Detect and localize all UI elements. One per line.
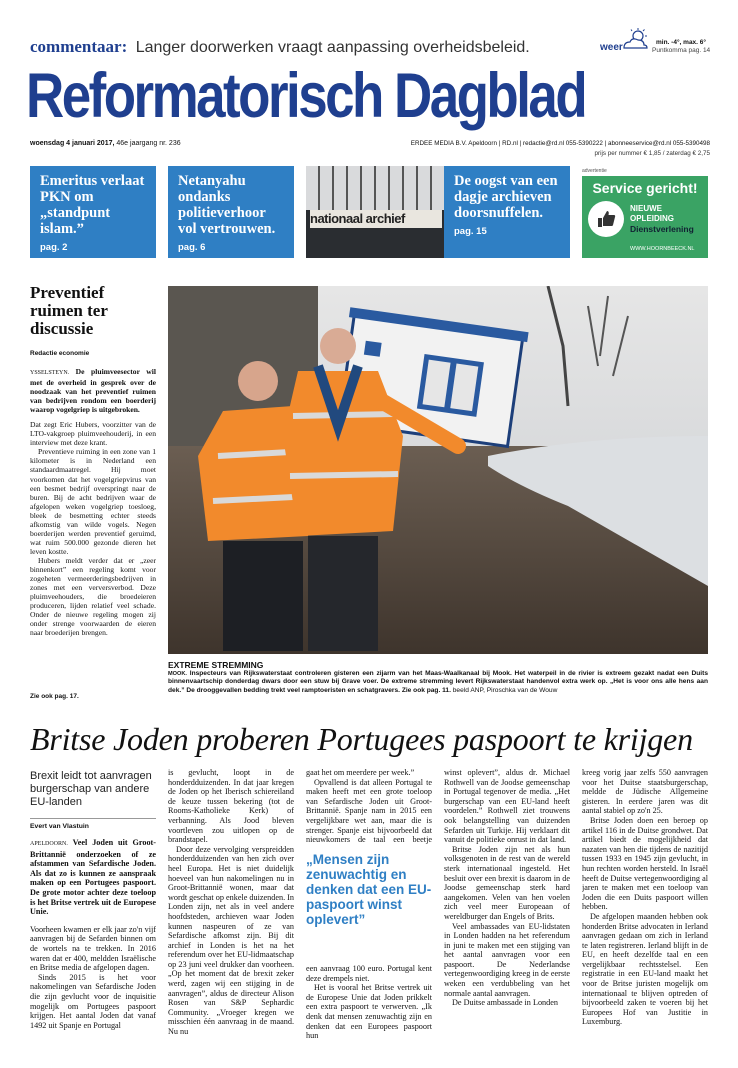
ad-sub2: OPLEIDING: [630, 214, 675, 223]
teaser-netanyahu[interactable]: [168, 166, 294, 258]
teaser-title: Netanyahu ondanks politieverhoor vol vertrouwen.: [178, 173, 276, 237]
weather-temp: min. -4°, max. 6°: [656, 39, 706, 46]
main-subhead: Brexit leidt tot aanvragen burgerschap van andere EU-landen: [30, 770, 152, 808]
weather-label: weer: [600, 42, 623, 53]
pullquote: „Mensen zijn zenuwachtig en denken dat een EU-paspoort winst oplevert”: [306, 852, 432, 927]
weather-box: [600, 28, 710, 58]
edition-text: 46e jaargang nr. 236: [116, 140, 181, 147]
masthead[interactable]: Reformatorisch Dagblad: [26, 61, 586, 131]
main-headline[interactable]: Britse Joden proberen Portugees paspoort te krijgen: [30, 721, 693, 757]
photo-credit: beeld ANP, Piroschka van de Wouw: [452, 686, 558, 694]
main-paragraph: Sinds 2015 is het voor nakomelingen van Sefardische Joden die zijn gevlucht voor de inquisitie mogelijk om Portugees paspoort krijgen. Het aantal Joden dat vanaf 1492 uit Spanje en Portugal: [30, 972, 156, 1030]
teaser-emeritus[interactable]: [30, 166, 156, 258]
teaser-title: De oogst van een dagje archieven doorsnuffelen.: [454, 173, 558, 221]
left-article-byline: Redactie economie: [30, 350, 90, 357]
main-col-4: [444, 768, 570, 1068]
caption-text: Inspecteurs van Rijkswaterstaat controleren gisteren een zijarm van het Maas-Waalkanaal bij Mook. Het waterpeil in de rivier is extreem gezakt nadat een Duits binnenvaartschip donderdag dwars door een stuw bij Grave voer. De extreme stremming levert Rijkswaterstaat handenvol extra werk op. „Het is voor ons alle hens aan dek.” De drooggevallen bedding trekt veel ramptoeristen en schatgravers.: [168, 670, 708, 694]
left-lead: De pluimveesector wil met de overheid in gesprek over de noodzaak van het preventief ruimen van bedrijven rondom een boerderij waarop vogelgriep is uitgebroken.: [30, 367, 156, 415]
ad-label: advertentie: [582, 168, 607, 174]
teaser-page: pag. 6: [178, 242, 206, 253]
teaser-archives[interactable]: [444, 166, 570, 258]
main-paragraph: Britse Joden doen een beroep op artikel 116 in de Duitse grondwet. Dat artikel biedt de mogelijkheid dat nazaten van hen die tijdens de nazitijd tussen 1933 en 1945 zijn gevlucht, in hun rechten worden hersteld. In Israël heeft de Duitse vertegenwoordiging al jaren te maken met een toeloop van Joden die een Duits paspoort willen hebben.: [582, 815, 708, 912]
caption-place: MOOK.: [168, 671, 187, 677]
ad-url: WWW.HOORNBEECK.NL: [630, 246, 695, 252]
caption-title: EXTREME STREMMING: [168, 660, 264, 670]
main-paragraph: Opvallend is dat alleen Portugal te maken heeft met een grote toeloop van Sefardische Joden uit Groot-Brittannië. Spanje nam in 2015 een vergelijkbare wet aan, maar die is strenger. Spanje eist bijvoorbeeld dat nieuwkomers de taal een beetje: [306, 777, 432, 845]
ad-headline: Service gericht!: [592, 180, 698, 196]
main-paragraph: Britse Joden zijn net als hun volksgenoten in de rest van de wereld sterk internationaal ingesteld. Het besluit over een brexit is daarom in de Joodse gemeenschap sterk hard aangekomen. Velen van hen voelen zich veel meer Europeaan of wereldburger dan Engels of Brits.: [444, 844, 570, 921]
archive-sign: nationaal archief: [310, 210, 442, 228]
main-col-3a: [306, 768, 432, 846]
main-paragraph: Het is vooral het Britse vertrek uit de Europese Unie dat Joden prikkelt een extra paspoort te verwerven. „Ik denk dat mensen zenuwachtig zijn en denken dat een Europees paspoort hun: [306, 983, 432, 1041]
main-paragraph: Voorheen kwamen er elk jaar zo'n vijf aanvragen bij de Sefarden binnen om de wortels na te trekken. In 2016 waren dat er 400, meldden Israëlische en Britse media de afgelopen dagen.: [30, 924, 156, 973]
publisher-line: ERDEE MEDIA B.V. Apeldoorn | RD.nl | redactie@rd.nl 055-5390222 | abonneeservice@rd.nl 055-5390498: [410, 140, 710, 147]
caption-see[interactable]: Zie ook pag. 11.: [401, 686, 451, 694]
commentary-label: commentaar:: [30, 37, 128, 56]
teaser-title: Emeritus verlaat PKN om „standpunt islam.”: [40, 173, 145, 237]
main-dateline: APELDOORN.: [30, 841, 68, 847]
ad-sub3: Dienstverlening: [630, 224, 694, 234]
left-paragraph: Hubers meldt verder dat er „zeer binnenkort” een regeling komt voor zogeheten vermeerderingsbedrijven in zones met een verversverbod. Deze pluimveehouders, die broedeieren produceren, lijden relatief veel schade. Onder de nieuwe regeling mogen zij onder strenge voorwaarden de eieren naar broederijen brengen.: [30, 555, 156, 638]
news-photo[interactable]: [168, 286, 708, 654]
main-col-1: [30, 838, 156, 1068]
commentary-bar: [30, 38, 530, 57]
date-line: [30, 140, 181, 147]
thumbs-up-icon: [596, 209, 616, 229]
photo-caption: [168, 660, 708, 695]
main-paragraph: gaat het om meerdere per week.”: [306, 768, 415, 777]
main-paragraph: De Duitse ambassade in Londen: [452, 998, 558, 1008]
main-paragraph: Door deze vervolging verspreidden honderdduizenden van hen zich over heel Europa. Het is niet duidelijk hoeveel van hun nakomelingen nu in Groot-Brittannië wonen, maar dat wordt geschat op enkele duizenden. In Londen zijn, net als in veel andere hoofdsteden, archieven waar Joden kunnen naspeuren of ze van Sefardische afkomst zijn. Bij dit archief in Londen is het na het referendum over het EU-lidmaatschap op 23 juni veel drukker dan voorheen. „Op het moment dat de brexit zeker werd, zagen wij een stijging in de aanvragen”, aldus de directeur Alison Rosen van S&P Sephardic Community. „Vroeger kregen we misschien één aanvraag in de maand. Nu nu: [168, 844, 294, 1037]
main-col-3b: [306, 964, 432, 1068]
subhead-rule: [30, 818, 156, 819]
main-paragraph: kreeg vorig jaar zelfs 550 aanvragen voor het Duitse staatsburgerschap, meldde de Jüdische Allgemeine gisteren. In eerdere jaren was dit aantal stabiel op zo'n 25.: [582, 768, 708, 816]
main-paragraph: De afgelopen maanden hebben ook honderden Britse advocaten in Ierland aanvragen gedaan om zich in Ierland te laten registreren. Ierland blijft in de EU, en heeft dezelfde taal en een vergelijkbaar rechtsstelsel. Een registratie in een EU-land maakt het voor de Britse juristen mogelijk om internationaal te blijven optreden of bijvoorbeeld zaken te voeren bij het Europees Hof van Justitie in Luxemburg.: [582, 911, 708, 1027]
main-col-2: [168, 768, 294, 1068]
teaser-page: pag. 2: [40, 242, 68, 253]
left-paragraph: Dat zegt Eric Hubers, voorzitter van de LTO-vakgroep pluimveehouderij, in een interview met deze krant.: [30, 420, 156, 448]
left-paragraph: Preventieve ruiming in een zone van 1 kilometer is in Nederland een standaardmaatregel. Hij moet voorkomen dat het vogelgriepvirus van een besmet bedrijf overspringt naar de buren. Bij de acht bedrijven waar de afgelopen weken vogelgriep toesloeg, bleek de besmetting echter steeds afkomstig van wilde vogels. Negen boerderijen werden preventief geruimd, wat ruim 500.000 gezonde dieren het leven kostte.: [30, 447, 156, 556]
weather-page: Puntkomma pag. 14: [652, 47, 711, 54]
price-line: prijs per nummer € 1,85 / zaterdag € 2,75: [594, 150, 710, 157]
main-lead: Veel Joden uit Groot-Brittannië onderzoeken of ze afstammen van Sefardische Joden. Als dat zo is kunnen ze aanspraak maken op een Portugees paspoort. De grote motor achter deze toeloop is het Britse vertrek uit de Europese Unie.: [30, 838, 156, 917]
ad-sub1: NIEUWE: [630, 204, 662, 213]
cloud-sun-icon: [620, 28, 650, 52]
teaser-page: pag. 15: [454, 226, 487, 237]
main-col-5: [582, 768, 708, 1068]
main-paragraph: is gevlucht, loopt in de honderdduizenden. In dat jaar kregen de Joden op het Iberisch schiereiland de keuze tussen bekering (tot de Rooms-Katholieke Kerk) of verbanning. Als Jood bleven voortleven zou uitlopen op de brandstapel.: [168, 768, 294, 845]
main-paragraph: winst oplevert”, aldus dr. Michael Rothwell van de Joodse gemeenschap in Portugal tegenover de media. „Het burgerschap van een EU-land heeft voordelen.” Rothwell ziet trouwens ook belangstelling van duizenden Sefarden uit Turkije. Hij verklaart dit vanuit de politieke onrust in dat land.: [444, 768, 570, 845]
left-article-body: [30, 367, 156, 679]
commentary-text[interactable]: Langer doorwerken vraagt aanpassing overheidsbeleid.: [135, 39, 530, 56]
left-dateline: YSSELSTEYN.: [30, 370, 70, 376]
main-byline: Evert van Vlastuin: [30, 823, 89, 830]
left-article-headline[interactable]: Preventief ruimen ter discussie: [30, 283, 108, 338]
advertisement[interactable]: [582, 176, 708, 258]
main-paragraph: een aanvraag 100 euro. Portugal kent deze drempels niet.: [306, 964, 432, 983]
date-text: woensdag 4 januari 2017,: [30, 140, 115, 147]
teaser-archive-image[interactable]: [306, 166, 444, 258]
main-paragraph: Veel ambassades van EU-lidstaten in Londen hadden na het referendum in juni te maken met een stijging van het aantal aanvragen voor een paspoort. De Nederlandse vertegenwoordiging kreeg in de eerste weken een verdubbeling van het normale aantal aanvragen.: [444, 921, 570, 998]
left-see-also[interactable]: Zie ook pag. 17.: [30, 693, 79, 700]
